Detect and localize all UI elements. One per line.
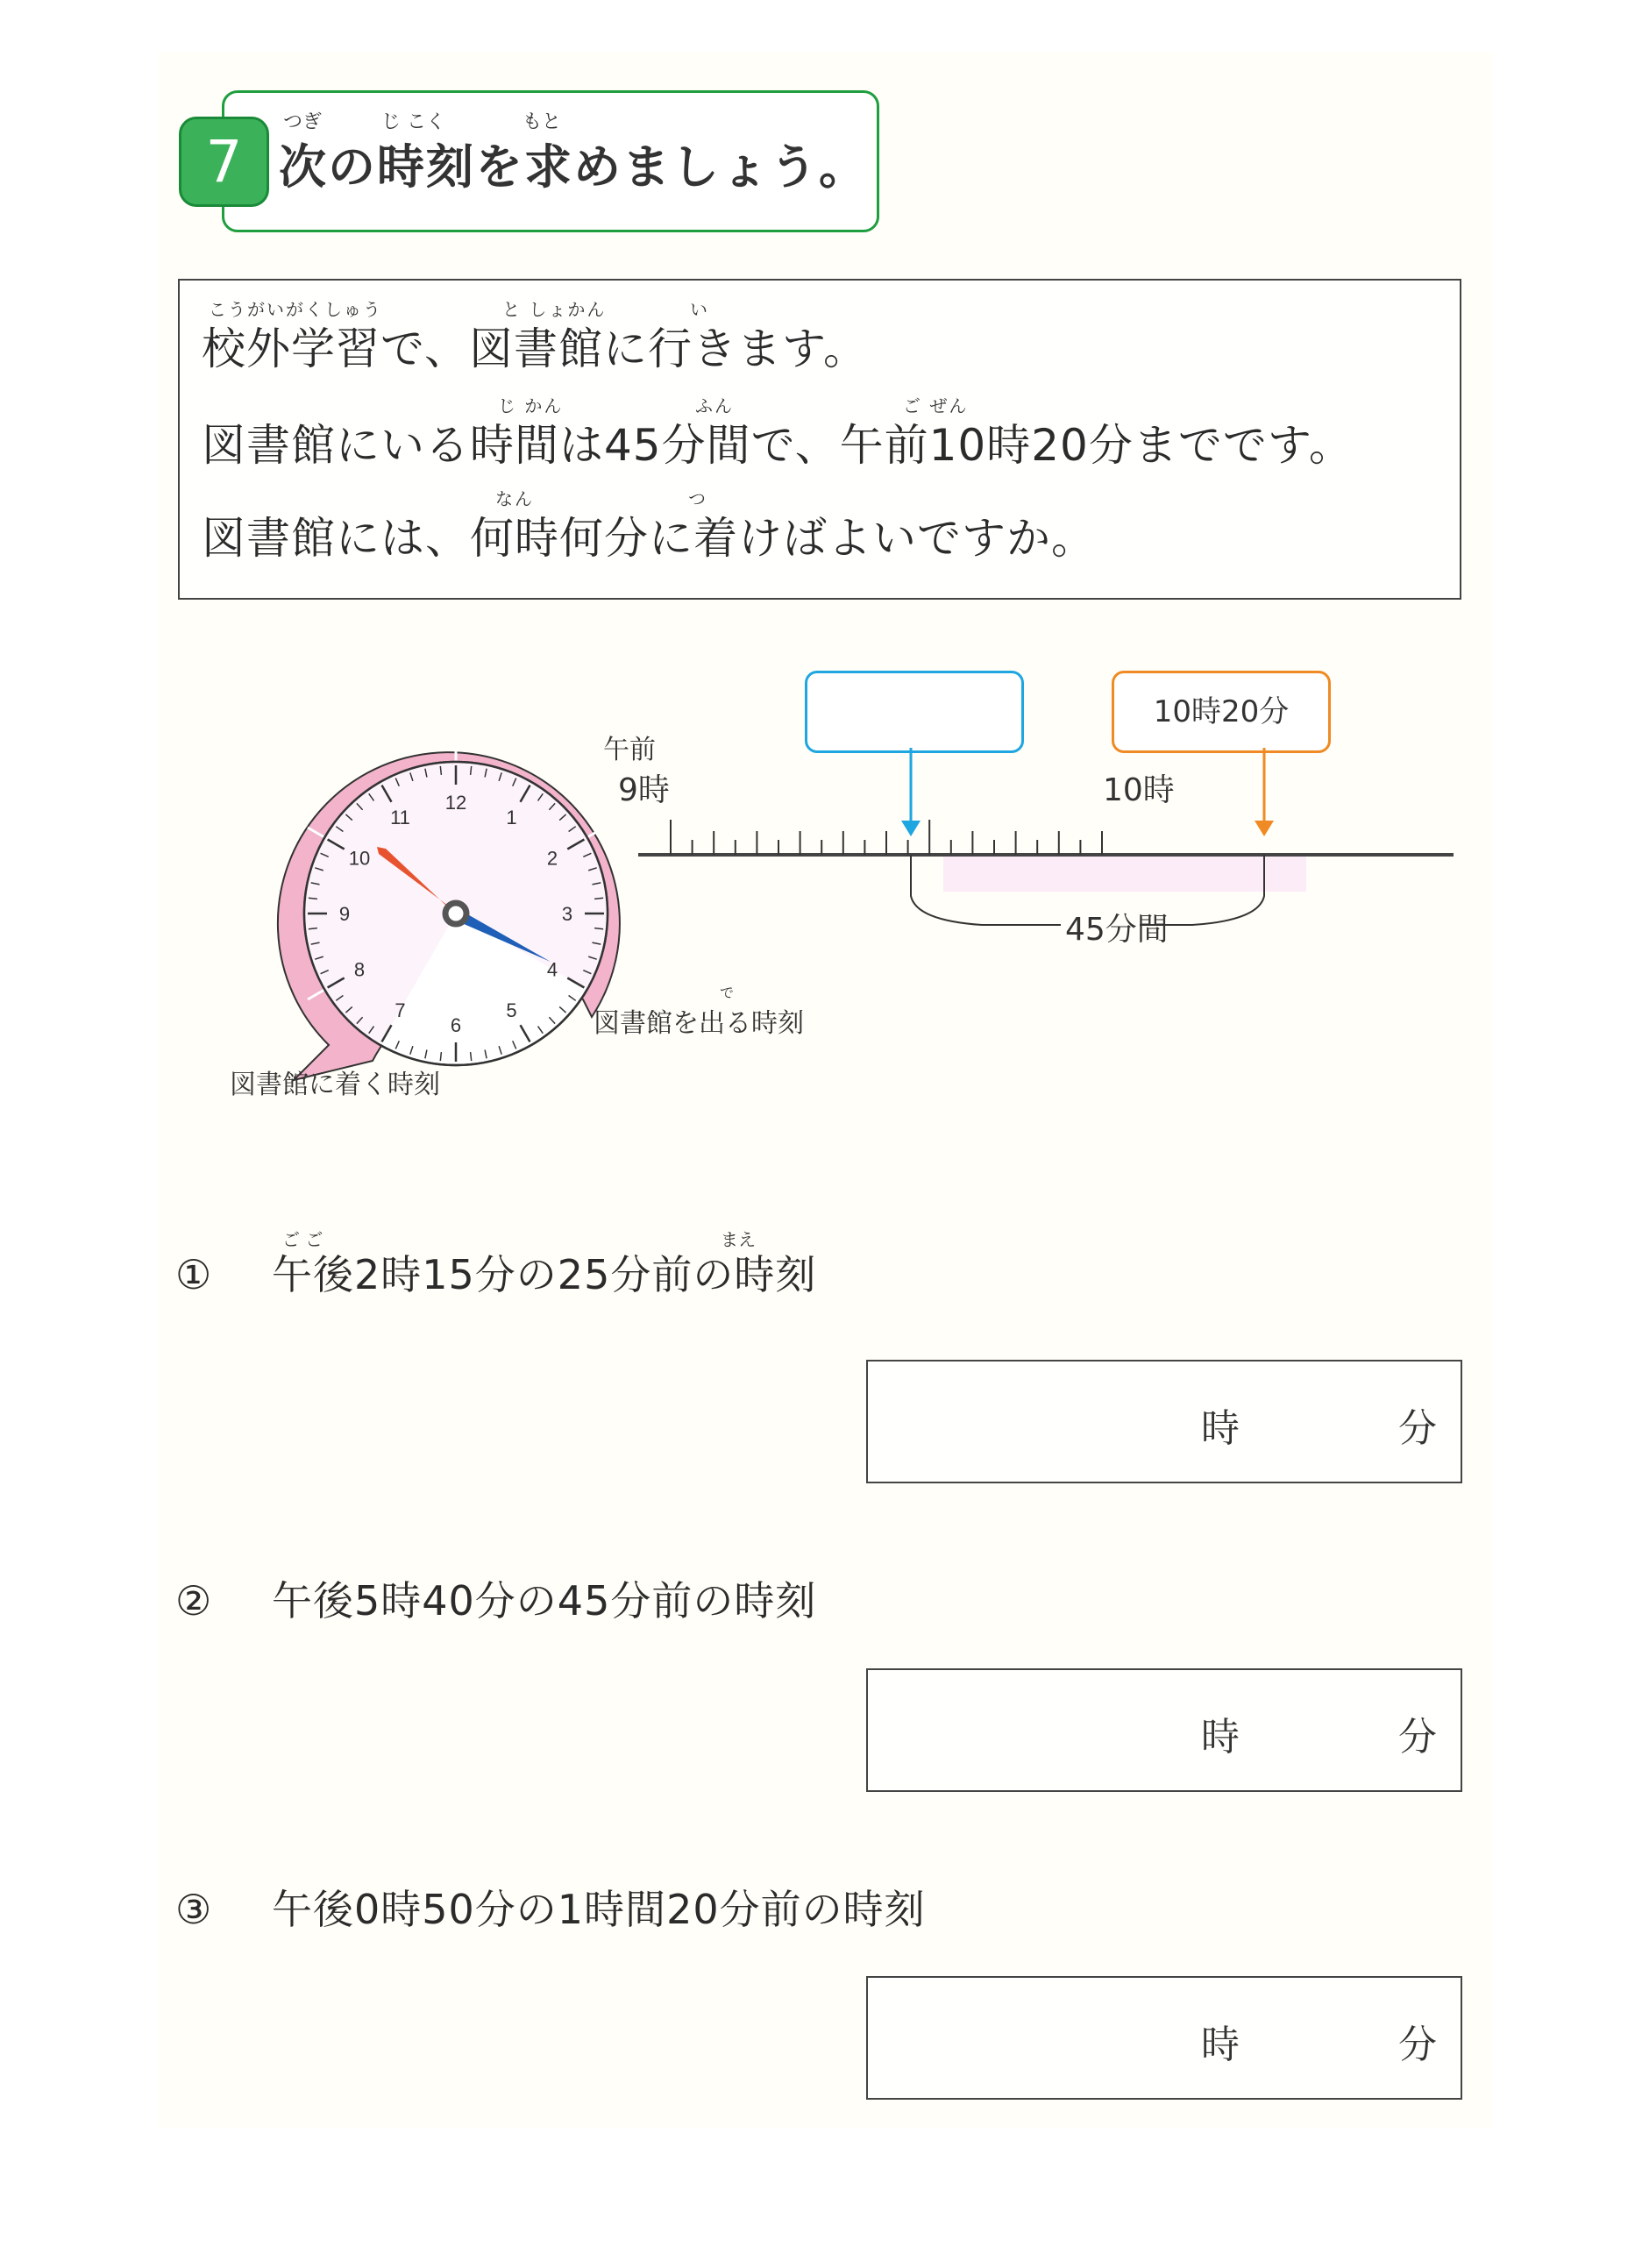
instruction-title: 次の時刻を求めましょう。 [279, 139, 868, 195]
clock-number: 5 [506, 999, 517, 1021]
ruby-nan: なん [495, 488, 534, 509]
q3-hour-unit: 時 [1201, 2023, 1240, 2067]
clock-number: 10 [348, 847, 371, 870]
clock-number: 11 [390, 807, 410, 828]
title-ruby-moto: もと [522, 111, 562, 133]
timeline-9-label: 9時 [618, 772, 670, 808]
clock-number: 12 [444, 792, 467, 814]
title-ruby-jikoku: じ こく [381, 111, 445, 133]
clock-number: 2 [546, 847, 558, 870]
arrive-time-label: 図書館に着く時刻 [230, 1070, 440, 1100]
clock-number: 6 [450, 1014, 462, 1036]
q2-minute-input[interactable] [1254, 1688, 1389, 1774]
question-3-number: ③ [175, 1886, 213, 1933]
question-3 [175, 1878, 926, 1936]
leave-time-box: 10時20分 [1112, 671, 1331, 753]
q2-hour-unit: 時 [1201, 1715, 1240, 1760]
leave-ruby: で [720, 985, 735, 1001]
ruby-tsu: つ [688, 488, 707, 509]
leave-time-label: 図書館を出る時刻 [594, 1008, 804, 1039]
q1-minute-unit: 分 [1398, 1406, 1437, 1451]
ruby-gozen: ご ぜん [903, 395, 969, 416]
arrive-time-answer-box[interactable] [805, 671, 1024, 753]
question-1-answer-box [866, 1360, 1462, 1483]
clock-number: 3 [561, 903, 573, 925]
question-3-text: 午後0時50分の1時間20分前の時刻 [272, 1886, 926, 1933]
q1-ruby-mae: まえ [721, 1229, 756, 1250]
clock-number: 9 [338, 903, 351, 925]
title-ruby-tsugi: つぎ [283, 111, 323, 133]
ruby-i: い [690, 299, 709, 320]
problem-number-badge: 7 [179, 117, 269, 207]
duration-label: 45分間 [1065, 912, 1169, 948]
question-1-number: ① [175, 1251, 213, 1298]
question-2-answer-box [866, 1668, 1462, 1792]
question-3-answer-box [866, 1976, 1462, 2100]
problem-line-3: 図書館には、何時何分に着けばよいですか。 [202, 513, 1096, 564]
ruby-kougaigakushuu: こうがいがくしゅう [209, 299, 382, 320]
question-2 [175, 1569, 816, 1627]
question-2-text: 午後5時40分の45分前の時刻 [272, 1577, 817, 1625]
q3-minute-unit: 分 [1398, 2023, 1437, 2067]
question-2-number: ② [175, 1577, 213, 1625]
q1-minute-input[interactable] [1254, 1379, 1389, 1466]
question-1 [175, 1243, 816, 1301]
timeline-10-label: 10時 [1103, 772, 1175, 808]
clock-number: 8 [353, 958, 366, 981]
ruby-jikan: じ かん [498, 395, 564, 416]
problem-line-1: 校外学習で、図書館に行きます。 [202, 323, 868, 374]
q2-minute-unit: 分 [1398, 1715, 1437, 1760]
clock-number: 7 [395, 999, 406, 1021]
am-label: 午前 [603, 735, 656, 765]
q1-ruby-gogo: ご ご [282, 1229, 323, 1250]
q1-hour-input[interactable] [885, 1379, 1187, 1466]
ruby-toshokan: と しょかん [502, 299, 607, 320]
timeline [614, 745, 1473, 956]
clock-number: 1 [506, 807, 517, 828]
clock-diagram [263, 719, 666, 1105]
problem-line-2: 図書館にいる時間は45分間で、午前10時20分までです。 [202, 420, 1354, 471]
q2-hour-input[interactable] [885, 1688, 1187, 1774]
q3-hour-input[interactable] [885, 1995, 1187, 2082]
clock-number: 4 [546, 958, 558, 981]
ruby-fun: ふん [695, 395, 734, 416]
q3-minute-input[interactable] [1254, 1995, 1389, 2082]
question-1-text: 午後2時15分の25分前の時刻 [272, 1251, 817, 1298]
q1-hour-unit: 時 [1201, 1406, 1240, 1451]
